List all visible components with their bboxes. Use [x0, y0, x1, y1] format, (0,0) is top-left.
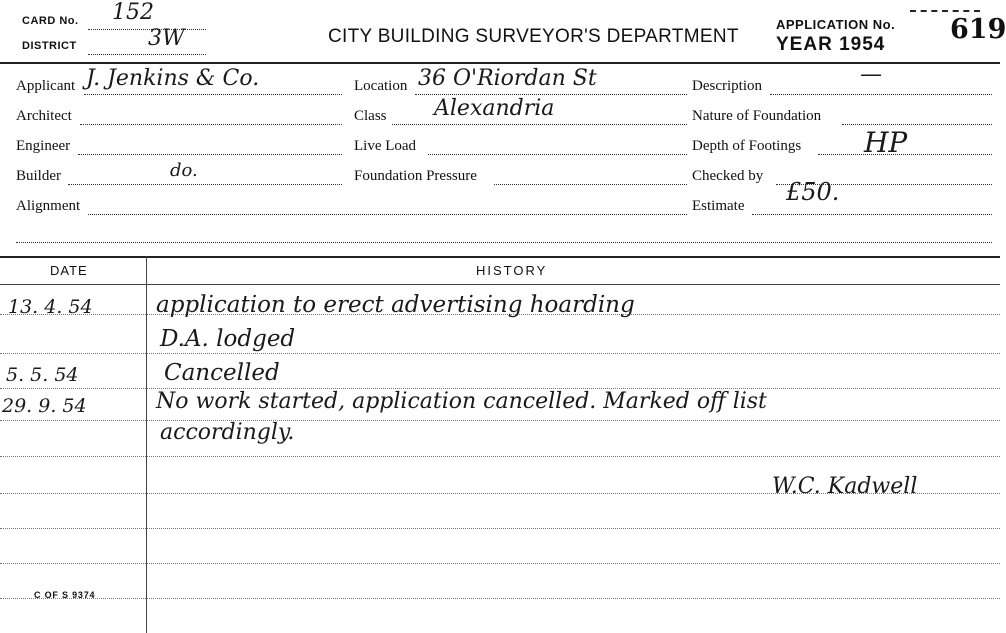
architect-line — [80, 124, 342, 125]
applicant-line — [84, 94, 342, 95]
ruled-line — [0, 563, 1000, 564]
history-text: D.A. lodged — [160, 326, 296, 352]
history-column-header: HISTORY — [476, 263, 548, 278]
location-line — [415, 94, 687, 95]
foundation-pressure-line — [494, 184, 687, 185]
history-date: 13. 4. 54 — [8, 296, 93, 318]
location-value: 36 O'Riordan St — [418, 66, 597, 91]
class-line — [392, 124, 687, 125]
nature-of-foundation-label: Nature of Foundation — [692, 108, 822, 124]
ruled-line — [0, 456, 1000, 457]
card-no-line — [88, 29, 206, 30]
estimate-line — [752, 214, 992, 215]
history-text: Cancelled — [164, 360, 280, 386]
builder-value: do. — [170, 160, 198, 181]
ruled-line — [0, 598, 1000, 599]
applicant-label: Applicant — [16, 78, 76, 94]
alignment-line — [88, 214, 687, 215]
page-title: CITY BUILDING SURVEYOR'S DEPARTMENT — [328, 26, 739, 47]
fields-rule — [0, 256, 1000, 258]
district-line — [88, 54, 206, 55]
checked-by-value: £50. — [786, 178, 840, 206]
class-label: Class — [354, 108, 387, 124]
class-value: Alexandria — [434, 96, 555, 121]
history-date: 5. 5. 54 — [6, 364, 79, 386]
depth-of-footings-label: Depth of Footings — [692, 138, 802, 154]
history-text: application to erect advertising hoarding — [156, 292, 635, 318]
description-value: — — [860, 62, 882, 87]
live-load-line — [428, 154, 687, 155]
card-no-label: CARD No. — [22, 15, 79, 27]
description-line — [770, 94, 992, 95]
header-rule — [0, 62, 1000, 64]
engineer-line — [78, 154, 342, 155]
builder-line — [68, 184, 342, 185]
history-date: 29. 9. 54 — [2, 395, 87, 417]
estimate-label: Estimate — [692, 198, 745, 214]
application-no-value: 619 — [950, 14, 1006, 45]
ruled-line — [0, 353, 1000, 354]
form-code: C OF S 9374 — [34, 590, 96, 600]
live-load-label: Live Load — [354, 138, 417, 154]
location-label: Location — [354, 78, 408, 94]
nature-line — [842, 124, 992, 125]
description-label: Description — [692, 78, 762, 94]
architect-label: Architect — [16, 108, 72, 124]
application-no-label: APPLICATION No. — [776, 17, 896, 32]
ruled-line — [0, 528, 1000, 529]
history-text: accordingly. — [160, 420, 295, 445]
column-divider — [146, 256, 147, 633]
history-text: No work started, application cancelled. Marked off list — [156, 389, 767, 414]
application-no-mark — [910, 10, 980, 12]
engineer-label: Engineer — [16, 138, 71, 154]
depth-value: HP — [864, 126, 908, 159]
builder-label: Builder — [16, 168, 61, 184]
year-label: YEAR 1954 — [776, 34, 886, 55]
signature: W.C. Kadwell — [772, 474, 918, 499]
checked-by-label: Checked by — [692, 168, 764, 184]
ruled-line — [0, 420, 1000, 421]
table-header-rule — [0, 284, 1000, 285]
district-label: DISTRICT — [22, 40, 77, 52]
district-value: 3W — [148, 26, 185, 51]
card-no-value: 152 — [112, 0, 154, 25]
applicant-value: J. Jenkins & Co. — [86, 66, 260, 91]
alignment-label: Alignment — [16, 198, 81, 214]
date-column-header: DATE — [50, 263, 88, 278]
foundation-pressure-label: Foundation Pressure — [354, 168, 477, 184]
blank-line — [16, 242, 992, 243]
